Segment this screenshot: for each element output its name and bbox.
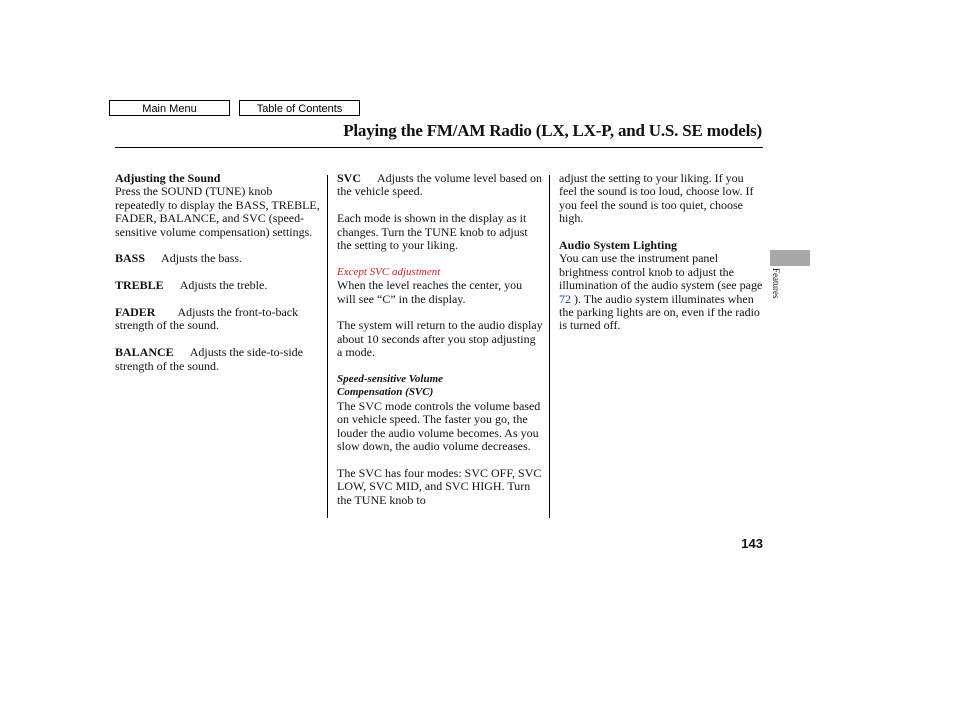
sub-heading: Compensation (SVC) [337, 386, 434, 399]
definition: Adjusts the front-to-back strength of the sound. [115, 305, 299, 333]
paragraph: adjust the setting to your liking. If you feel the sound is too loud, choose low. If you feel the sound is too quiet, choose high. [559, 171, 754, 226]
term: BALANCE [115, 345, 174, 360]
paragraph: The SVC mode controls the volume based on vehicle speed. The faster you go, the louder the audio volume becomes. As you slow down, the audio volume decreases. [337, 398, 541, 454]
definition-bass [115, 252, 320, 265]
column-2 [337, 172, 543, 520]
term: TREBLE [115, 278, 164, 293]
column-3 [559, 172, 763, 346]
text: ). The audio system illuminates when the parking lights are on, even if the radio is turned off. [559, 291, 760, 333]
page-link[interactable]: 72 [559, 291, 571, 306]
paragraph: The SVC has four modes: SVC OFF, SVC LOW, SVC MID, and SVC HIGH. Turn the TUNE knob to [337, 465, 542, 507]
definition: Adjusts the volume level based on the vehicle speed. [337, 171, 542, 199]
paragraph: The system will return to the audio display about 10 seconds after you stop adjusting a mode. [337, 318, 543, 360]
main-menu-button[interactable]: Main Menu [109, 100, 230, 116]
term: BASS [115, 251, 146, 266]
definition-fader [115, 306, 320, 333]
paragraph: Press the SOUND (TUNE) knob repeatedly to display the BASS, TREBLE, FADER, BALANCE, and SVC (speed-sensitive volume compensation) settings. [115, 184, 320, 239]
section-heading: Audio System Lighting [559, 238, 678, 253]
section-heading: Adjusting the Sound [115, 171, 221, 185]
section-tab-marker [770, 250, 810, 266]
sub-heading: Speed-sensitive Volume [337, 373, 444, 386]
term: FADER [115, 305, 156, 320]
column-divider [549, 175, 550, 518]
table-of-contents-button[interactable]: Table of Contents [239, 100, 360, 116]
column-divider [327, 175, 328, 518]
definition-balance [115, 346, 320, 373]
model-note: Except SVC adjustment [337, 265, 441, 278]
paragraph: Each mode is shown in the display as it changes. Turn the TUNE knob to adjust the setting to your liking. [337, 211, 528, 253]
definition-treble [115, 279, 320, 292]
definition: Adjusts the treble. [179, 278, 268, 293]
definition: Adjusts the side-to-side strength of the sound. [115, 345, 304, 373]
page-title: Playing the FM/AM Radio (LX, LX-P, and U.S. SE models) [343, 121, 762, 140]
page-number: 143 [741, 536, 763, 551]
section-tab-label: Features [771, 268, 781, 299]
definition-svc [337, 172, 543, 199]
paragraph [559, 252, 763, 332]
definition: Adjusts the bass. [161, 251, 243, 266]
term: SVC [337, 171, 362, 185]
column-1 [115, 172, 320, 386]
text: You can use the instrument panel brightness control knob to adjust the illumination of the audio system (see page [559, 251, 763, 293]
title-rule [115, 147, 763, 148]
paragraph: When the level reaches the center, you will see “C” in the display. [337, 278, 523, 306]
